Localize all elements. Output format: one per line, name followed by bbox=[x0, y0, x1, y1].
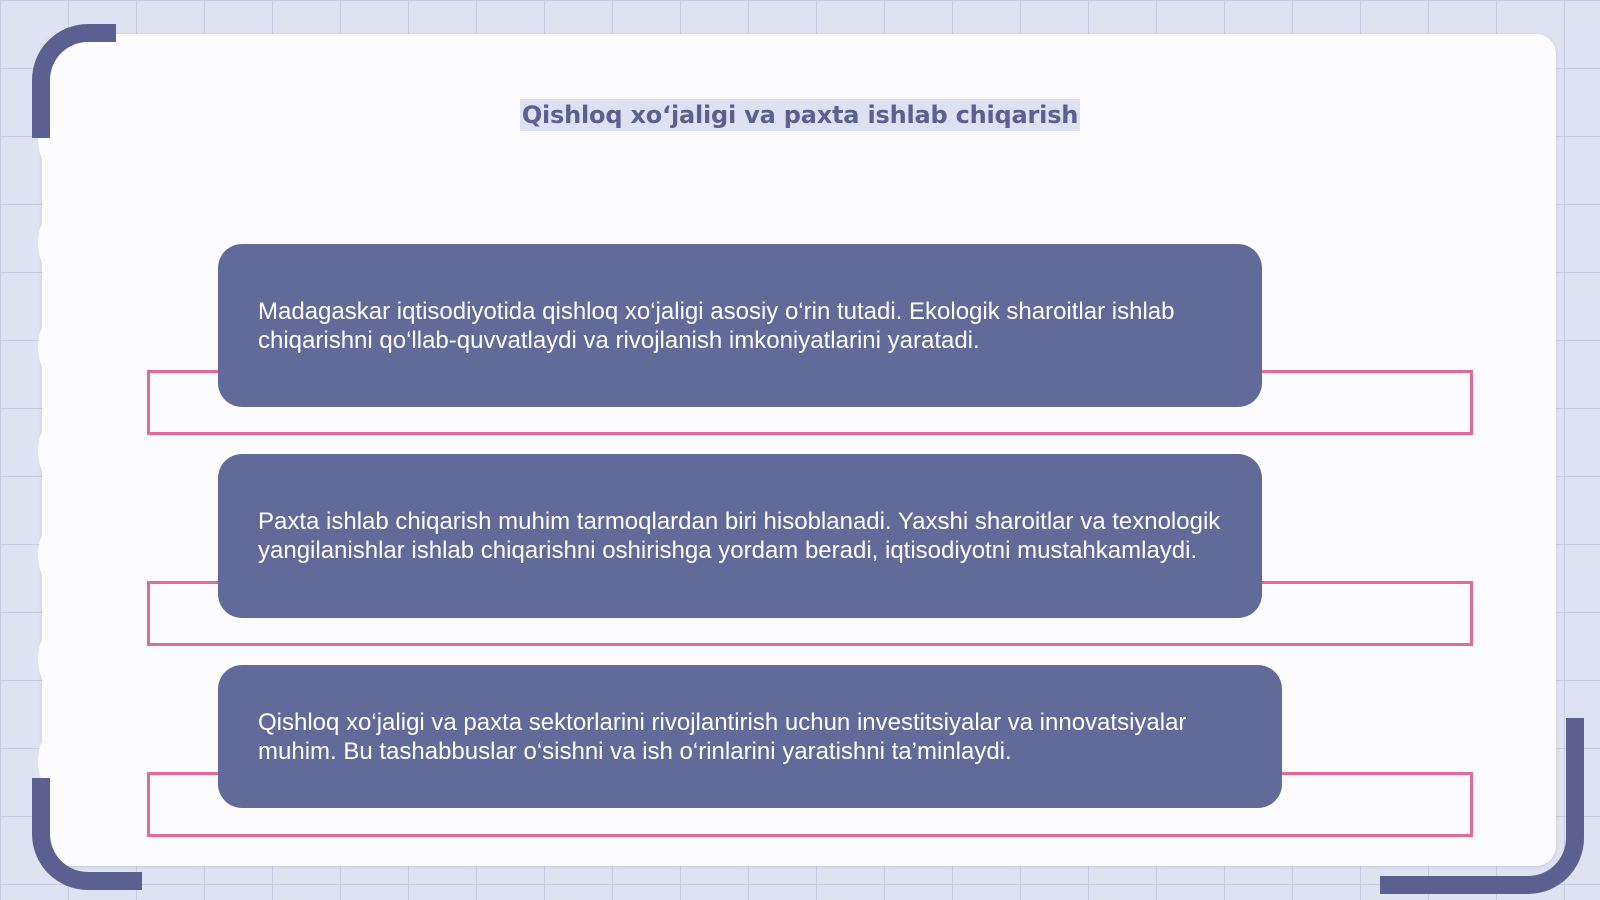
info-card-1 bbox=[218, 244, 1262, 407]
paper-scallop bbox=[38, 628, 74, 690]
info-card-3 bbox=[218, 665, 1282, 808]
paper-scallop bbox=[38, 212, 74, 274]
info-card-text: Madagaskar iqtisodiyotida qishloq xo‘jaligi asosiy o‘rin tutadi. Ekologik sharoitlar ishlab chiqarishni qo‘llab-quvvatlaydi va rivojlanish imkoniyatlarini yaratadi. bbox=[258, 297, 1175, 354]
info-card-text: Paxta ishlab chiqarish muhim tarmoqlardan biri hisoblanadi. Yaxshi sharoitlar va texnologik yangilanishlar ishlab chiqarishni oshirishga yordam beradi, iqtisodiyotni mustahkamlaydi. bbox=[258, 508, 1221, 564]
paper-scallop bbox=[38, 316, 74, 378]
slide-title-text: Qishloq xo‘jaligi va paxta ishlab chiqarish bbox=[521, 101, 1079, 129]
paper-scallop bbox=[38, 524, 74, 586]
paper-scallop bbox=[38, 420, 74, 482]
slide-title bbox=[0, 94, 1600, 131]
info-card-2 bbox=[218, 454, 1262, 618]
info-card-text: Qishloq xo‘jaligi va paxta sektorlarini rivojlantirish uchun investitsiyalar va innovatsiyalar muhim. Bu tashabbuslar o‘sishni va ish o‘rinlarini yaratishni ta’minlaydi. bbox=[258, 708, 1187, 765]
corner-bracket-bottom-left bbox=[32, 778, 142, 890]
